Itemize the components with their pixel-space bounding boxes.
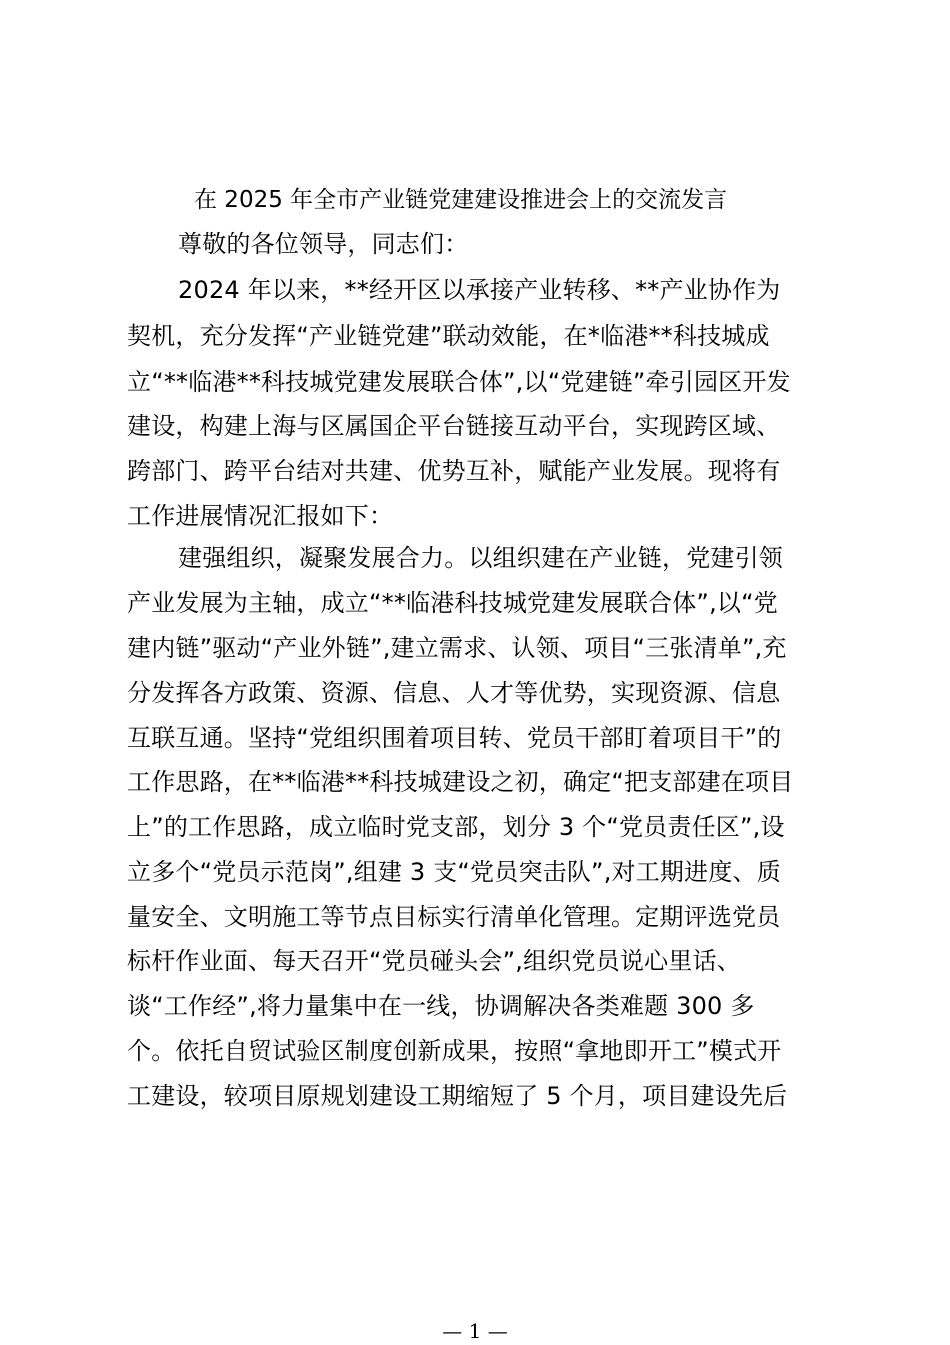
paragraph-line: 谈“工作经”,将力量集中在一线，协调解决各类难题 300 多	[127, 992, 755, 1020]
paragraph-line: 工作思路，在**临港**科技城建设之初，确定“把支部建在项目	[127, 768, 794, 796]
salutation: 尊敬的各位领导，同志们：	[178, 230, 469, 258]
paragraph-line: 工建设，较项目原规划建设工期缩短了 5 个月，项目建设先后	[127, 1082, 788, 1110]
paragraph-line: 建强组织，凝聚发展合力。以组织建在产业链，党建引领	[178, 544, 783, 572]
paragraph-line: 立“**临港**科技城党建发展联合体”,以“党建链”牵引园区开发	[127, 368, 791, 396]
paragraph-line: 契机，充分发挥“产业链党建”联动效能，在*临港**科技城成	[127, 322, 770, 350]
paragraph-line: 产业发展为主轴，成立“**临港科技城党建发展联合体”,以“党	[127, 589, 778, 617]
paragraph-line: 建内链”驱动“产业外链”,建立需求、认领、项目“三张清单”,充	[127, 634, 787, 662]
paragraph-line: 互联互通。坚持“党组织围着项目转、党员干部盯着项目干”的	[127, 724, 782, 752]
paragraph-line: 分发挥各方政策、资源、信息、人才等优势，实现资源、信息	[127, 679, 781, 707]
paragraph-line: 工作进展情况汇报如下：	[127, 502, 394, 530]
document-title: 在 2025 年全市产业链党建建设推进会上的交流发言	[194, 187, 728, 213]
paragraph-line: 量安全、文明施工等节点目标实行清单化管理。定期评选党员	[127, 903, 781, 931]
paragraph-line: 2024 年以来，**经开区以承接产业转移、**产业协作为	[178, 276, 781, 304]
paragraph-line: 标杆作业面、每天召开“党员碰头会”,组织党员说心里话、	[127, 947, 741, 975]
paragraph-line: 个。依托自贸试验区制度创新成果，按照“拿地即开工”模式开	[127, 1037, 782, 1065]
paragraph-line: 跨部门、跨平台结对共建、优势互补，赋能产业发展。现将有	[127, 457, 781, 485]
page-number: — 1 —	[442, 1319, 508, 1343]
paragraph-line: 上”的工作思路，成立临时党支部，划分 3 个“党员责任区”,设	[127, 813, 785, 841]
paragraph-line: 立多个“党员示范岗”,组建 3 支“党员突击队”,对工期进度、质	[127, 858, 781, 886]
paragraph-line: 建设，构建上海与区属国企平台链接互动平台，实现跨区域、	[127, 412, 781, 440]
